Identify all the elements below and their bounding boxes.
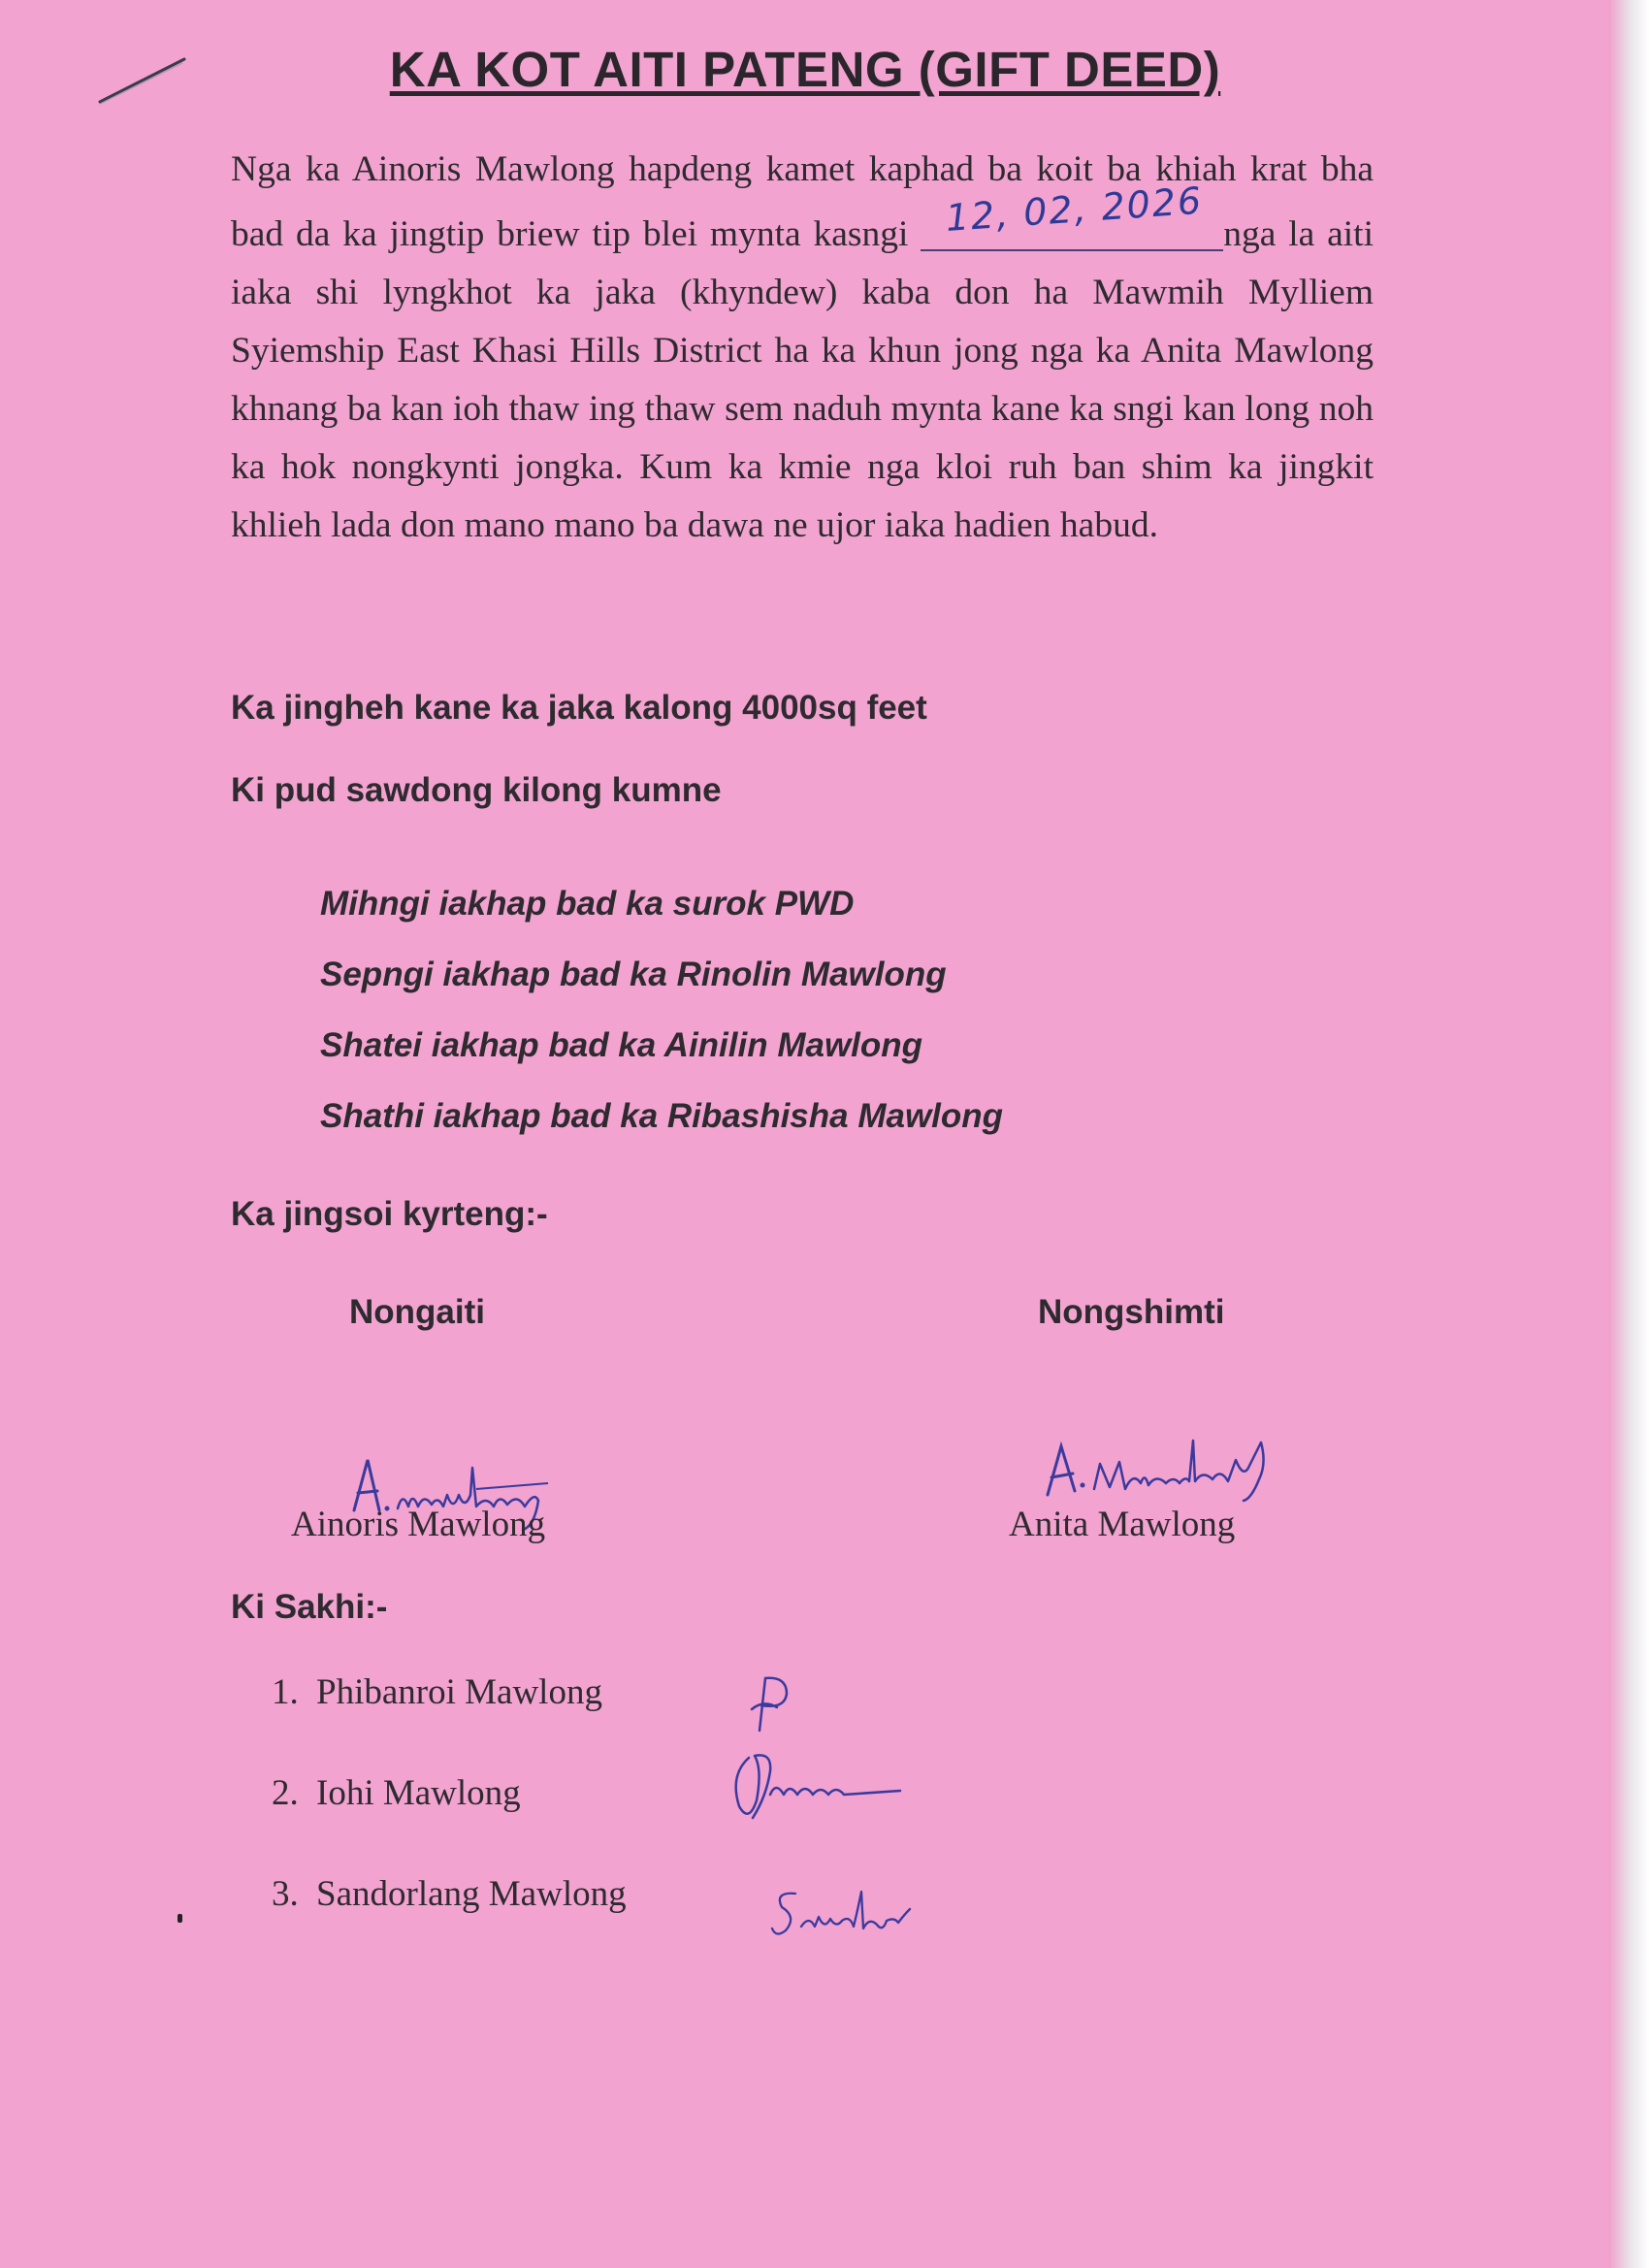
paper-edge (1608, 0, 1649, 2268)
recipient-signature (1038, 1421, 1300, 1508)
body-text-part-2: nga la aiti iaka shi lyngkhot ka jaka (khyndew) kaba don ha Mawmih Mylliem Syiemship East Khasi Hills District ha ka khun jong nga ka Anita Mawlong khnang ba kan ioh thaw ing thaw sem naduh mynta kane ka sngi kan long noh ka hok nongkynti jongka. Kum ka kmie nga kloi ruh ban shim ka jingkit khlieh lada don mano mano ba dawa ne ujor iaka hadien habud. (231, 214, 1374, 545)
witness-list (272, 1664, 627, 1966)
witness-2-signature (728, 1746, 907, 1829)
body-text-part-1: Nga ka Ainoris Mawlong hapdeng kamet kaphad ba koit ba khiah krat bha bad da ka jingtip briew tip blei mynta kasngi (231, 149, 1374, 254)
witness-number: 1. (272, 1672, 299, 1712)
date-blank (921, 178, 1223, 251)
recipient-name: Anita Mawlong (1009, 1505, 1236, 1544)
area-line: Ka jingheh kane ka jaka kalong 4000sq feet (231, 689, 927, 727)
witness-name: Phibanroi Mawlong (316, 1672, 602, 1712)
witness-item (272, 1865, 627, 1966)
deed-body-paragraph (231, 141, 1374, 555)
deed-title: KA KOT AITI PATENG (GIFT DEED) (389, 42, 1221, 97)
witnesses-heading: Ki Sakhi:- (231, 1588, 388, 1626)
donor-label: Nongaiti (349, 1293, 485, 1331)
witness-name: Sandorlang Mawlong (316, 1874, 627, 1914)
witness-number: 3. (272, 1874, 299, 1914)
witness-3-signature (768, 1882, 933, 1945)
handwritten-date: 12, 02, 2026 (944, 178, 1205, 241)
recipient-label: Nongshimti (1038, 1293, 1225, 1331)
witness-item (272, 1664, 627, 1765)
boundary-north: Shatei iakhap bad ka Ainilin Mawlong (320, 1026, 923, 1064)
witness-1-signature (742, 1670, 800, 1738)
boundary-east: Mihngi iakhap bad ka surok PWD (320, 885, 855, 923)
ink-speck (178, 1914, 182, 1923)
boundaries-heading: Ki pud sawdong kilong kumne (231, 771, 722, 809)
boundary-west: Sepngi iakhap bad ka Rinolin Mawlong (320, 956, 947, 993)
boundary-south: Shathi iakhap bad ka Ribashisha Mawlong (320, 1097, 1004, 1135)
signatures-heading: Ka jingsoi kyrteng:- (231, 1195, 548, 1233)
donor-name: Ainoris Mawlong (291, 1505, 546, 1544)
witness-item (272, 1765, 627, 1865)
witness-number: 2. (272, 1773, 299, 1813)
witness-name: Iohi Mawlong (316, 1773, 521, 1813)
